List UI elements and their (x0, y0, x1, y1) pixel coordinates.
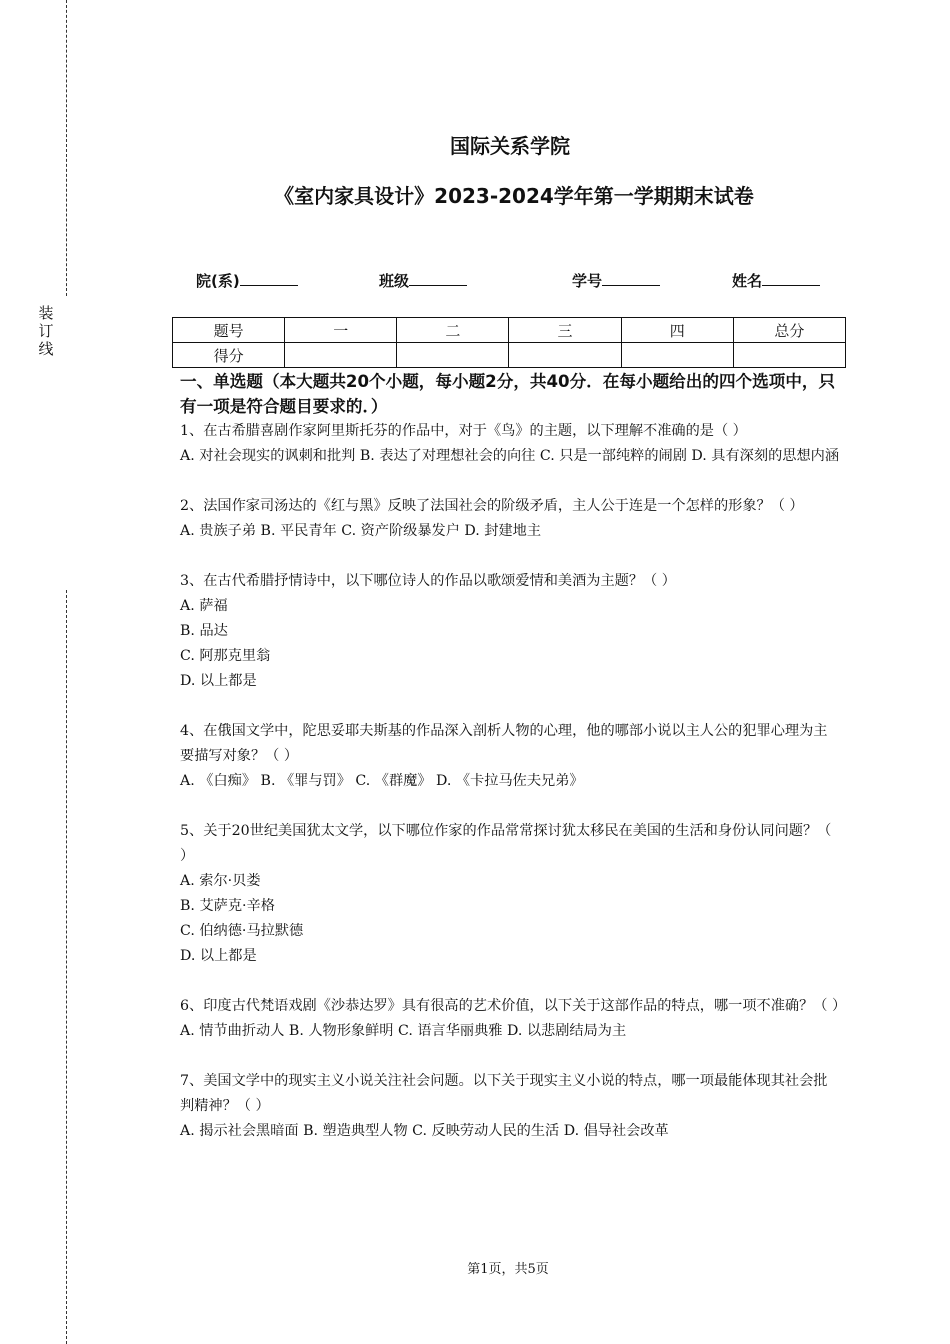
section-heading: 一、单选题（本大题共20个小题，每小题2分，共40分．在每小题给出的四个选项中，只有一项是符合题目要求的．） (180, 372, 836, 416)
question-options: B. 品达 (180, 623, 228, 639)
question-options: A. 索尔·贝娄 (180, 873, 261, 889)
question-stem: 2、法国作家司汤达的《红与黑》反映了法国社会的阶级矛盾，主人公于连是一个怎样的形象？（ ） (180, 498, 804, 514)
info-field-student-id[interactable] (572, 270, 660, 291)
exam-title: 《室内家具设计》2023-2024学年第一学期期末试卷 (274, 184, 754, 208)
score-table-header-row (173, 318, 846, 343)
question-options: A. 对社会现实的讽刺和批判 B. 表达了对理想社会的向往 C. 只是一部纯粹的闹剧 D. 具有深刻的思想内涵 (180, 448, 840, 464)
question-options: C. 阿那克里翁 (180, 648, 271, 664)
question-item (180, 569, 840, 694)
score-table-cell: 总分 (733, 318, 845, 343)
question-options: B. 艾萨克·辛格 (180, 898, 275, 914)
info-label: 院(系) (196, 272, 240, 290)
question-item (180, 994, 847, 1044)
info-blank[interactable] (409, 271, 467, 286)
score-table-cell: 一 (285, 318, 397, 343)
info-field-class[interactable] (379, 270, 467, 291)
score-table-cell: 三 (509, 318, 621, 343)
score-table-cell: 二 (397, 318, 509, 343)
question-options: A. 萨福 (180, 598, 228, 614)
question-list (180, 419, 847, 1169)
info-label: 班级 (379, 272, 410, 290)
score-input-cell[interactable] (733, 343, 845, 368)
question-item (180, 719, 840, 794)
question-options: A. 情节曲折动人 B. 人物形象鲜明 C. 语言华丽典雅 D. 以悲剧结局为主 (180, 1023, 627, 1039)
score-table-cell: 四 (621, 318, 733, 343)
score-input-cell[interactable] (621, 343, 733, 368)
info-label: 学号 (572, 272, 603, 290)
question-stem: 7、美国文学中的现实主义小说关注社会问题。以下关于现实主义小说的特点，哪一项最能体现其社会批判精神？（ ） (180, 1073, 828, 1114)
score-table-score-row (173, 343, 846, 368)
question-item (180, 1069, 840, 1144)
question-stem: 4、在俄国文学中，陀思妥耶夫斯基的作品深入剖析人物的心理，他的哪部小说以主人公的犯罪心理为主要描写对象？（ ） (180, 723, 828, 764)
score-table-cell: 题号 (173, 318, 285, 343)
school-name: 国际关系学院 (450, 134, 570, 158)
score-input-cell[interactable] (285, 343, 397, 368)
info-field-name[interactable] (732, 270, 820, 291)
info-label: 姓名 (732, 272, 763, 290)
binding-dashed-line (66, 590, 67, 1344)
score-input-cell[interactable] (509, 343, 621, 368)
question-options: A. 贵族子弟 B. 平民青年 C. 资产阶级暴发户 D. 封建地主 (180, 523, 542, 539)
question-item (180, 819, 840, 969)
info-blank[interactable] (602, 271, 660, 286)
question-options: C. 伯纳德·马拉默德 (180, 923, 304, 939)
question-item (180, 494, 840, 544)
question-stem: 6、印度古代梵语戏剧《沙恭达罗》具有很高的艺术价值，以下关于这部作品的特点，哪一项不准确？（ ） (180, 998, 847, 1014)
score-input-cell[interactable] (397, 343, 509, 368)
question-item (180, 419, 840, 469)
info-blank[interactable] (240, 271, 298, 286)
question-stem: 1、在古希腊喜剧作家阿里斯托芬的作品中，对于《鸟》的主题，以下理解不准确的是（ ） (180, 423, 747, 439)
question-options: D. 以上都是 (180, 673, 257, 689)
score-table (172, 317, 846, 368)
question-stem: 5、关于20世纪美国犹太文学，以下哪位作家的作品常常探讨犹太移民在美国的生活和身份认同问题？（ ） (180, 823, 832, 864)
binding-label: 装订线 (38, 304, 54, 358)
page-footer: 第1页，共5页 (467, 1262, 549, 1277)
score-table-cell: 得分 (173, 343, 285, 368)
question-options: A. 揭示社会黑暗面 B. 塑造典型人物 C. 反映劳动人民的生活 D. 倡导社会改革 (180, 1123, 669, 1139)
question-options: D. 以上都是 (180, 948, 257, 964)
question-options: A. 《白痴》 B. 《罪与罚》 C. 《群魔》 D. 《卡拉马佐夫兄弟》 (180, 773, 584, 789)
info-blank[interactable] (762, 271, 820, 286)
question-stem: 3、在古代希腊抒情诗中，以下哪位诗人的作品以歌颂爱情和美酒为主题？（ ） (180, 573, 676, 589)
info-field-department[interactable] (196, 270, 298, 291)
